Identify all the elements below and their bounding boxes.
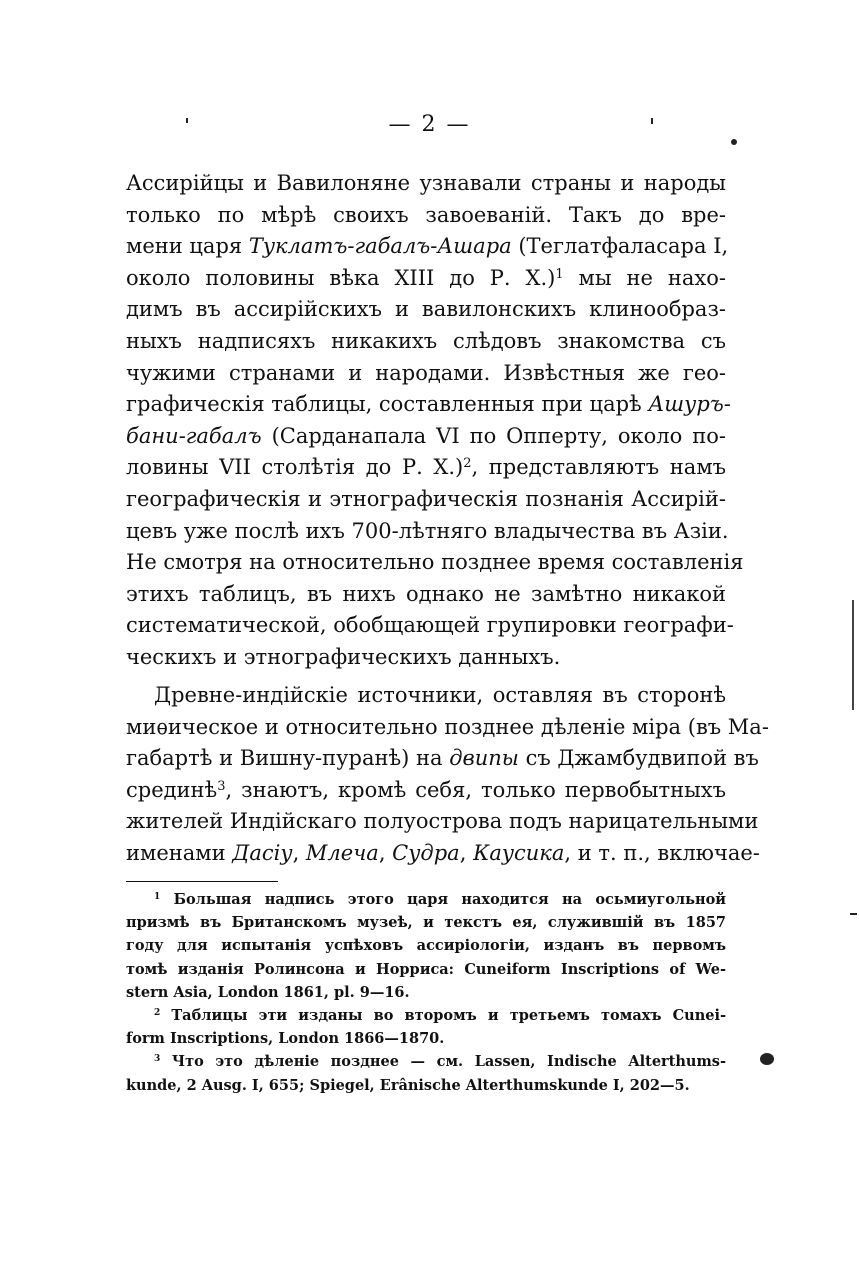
paragraph-2 bbox=[126, 680, 769, 870]
text-line bbox=[126, 421, 726, 453]
text-line: цевъ уже послѣ ихъ 700-лѣтняго владычества въ Азіи. bbox=[126, 518, 729, 543]
footnotes bbox=[126, 888, 726, 1097]
text-line: димъ въ ассирійскихъ и вавилонскихъ клинообраз- bbox=[126, 297, 726, 322]
text-run: около половины вѣка XIII до Р. Х.) bbox=[126, 265, 556, 290]
text-run: , знаютъ, кромѣ себя, только первобытныхъ bbox=[225, 777, 726, 802]
text-line bbox=[126, 231, 729, 263]
page-number: — 2 — bbox=[388, 112, 471, 137]
scan-speck bbox=[731, 139, 737, 145]
text-run: мени царя bbox=[126, 234, 249, 259]
text-run: Что это дѣленіе позднее — см. Lassen, Indische Alterthums- bbox=[160, 1053, 726, 1071]
scan-mark bbox=[651, 118, 653, 124]
text-line bbox=[126, 452, 726, 484]
footnote-ref: 1 bbox=[555, 266, 564, 282]
scan-mark bbox=[186, 118, 188, 123]
footnote-2-line: form Inscriptions, London 1866—1870. bbox=[126, 1030, 445, 1048]
text-run: , bbox=[459, 840, 474, 865]
text-line bbox=[126, 743, 759, 775]
footnote-1-line: призмѣ въ Британскомъ музеѣ, и текстъ ея, служившій въ 1857 bbox=[126, 914, 726, 932]
text-line: миѳическое и относительно позднее дѣленіе міра (въ Ма- bbox=[126, 714, 769, 739]
text-run: , bbox=[378, 840, 393, 865]
text-run: ловины VII столѣтія до Р. Х.) bbox=[126, 455, 464, 480]
text-run: (Сарданапала VI по Опперту, около по- bbox=[261, 423, 726, 448]
italic-name: Ашуръ- bbox=[648, 392, 731, 417]
text-run: Большая надпись этого царя находится на осьмиугольной bbox=[160, 891, 726, 908]
italic-name: Млеча bbox=[305, 840, 379, 865]
scan-speck bbox=[760, 1053, 774, 1065]
text-run: (Теглатфаласара I, bbox=[511, 234, 729, 259]
text-line bbox=[126, 263, 726, 295]
italic-name: бани-габалъ bbox=[126, 423, 262, 448]
text-line: Ассирійцы и Вавилоняне узнавали страны и народы bbox=[126, 171, 726, 195]
paragraph-1 bbox=[126, 168, 744, 674]
text-run: мы не нахо- bbox=[563, 265, 726, 290]
text-run: именами bbox=[126, 840, 233, 865]
text-run: съ Джамбудвипой въ bbox=[518, 746, 759, 771]
footnote-2-line bbox=[126, 1004, 726, 1027]
page-edge-mark bbox=[852, 600, 854, 710]
text-run: срединѣ bbox=[126, 777, 218, 802]
text-line: географическія и этнографическія познанія Ассирій- bbox=[126, 486, 726, 511]
text-line: жителей Индійскаго полуострова подъ нарицательными bbox=[126, 809, 759, 834]
footnote-1-line: томѣ изданія Ролинсона и Норриса: Cuneiform Inscriptions of We- bbox=[126, 960, 726, 978]
footnote-marker: 2 bbox=[154, 1008, 161, 1018]
footnote-marker: 1 bbox=[154, 892, 161, 903]
footnote-marker: 3 bbox=[154, 1054, 161, 1065]
text-line bbox=[126, 838, 760, 870]
text-run: графическія таблицы, составленныя при царѣ bbox=[126, 392, 649, 417]
footnote-3-line bbox=[126, 1050, 726, 1073]
italic-name: Судра bbox=[392, 840, 460, 865]
text-run: , bbox=[292, 840, 306, 865]
text-line: чужими странами и народами. Извѣстныя же гео- bbox=[126, 360, 726, 385]
italic-name: Каусика bbox=[473, 840, 565, 865]
footnote-ref: 2 bbox=[463, 456, 472, 472]
text-line: Древне-индійскіе источники, оставляя въ сторонѣ bbox=[154, 683, 726, 707]
text-line bbox=[126, 389, 731, 421]
text-line: ныхъ надписяхъ никакихъ слѣдовъ знакомства съ bbox=[126, 328, 726, 353]
text-line: Не смотря на относительно позднее время составленія bbox=[126, 550, 744, 575]
text-run: , и т. п., включае- bbox=[564, 840, 760, 865]
scan-mark bbox=[850, 913, 857, 915]
text-line: ческихъ и этнографическихъ данныхъ. bbox=[126, 644, 561, 669]
footnote-rule bbox=[126, 881, 278, 882]
text-line: систематической, обобщающей групировки географи- bbox=[126, 613, 734, 638]
footnote-ref: 3 bbox=[217, 778, 226, 794]
text-run: , представляютъ намъ bbox=[471, 455, 727, 480]
text-line: только по мѣрѣ своихъ завоеваній. Такъ до вре- bbox=[126, 202, 726, 227]
text-run: габартѣ и Вишну-пуранѣ) на bbox=[126, 746, 450, 771]
footnote-1-line: stern Asia, London 1861, pl. 9—16. bbox=[126, 983, 410, 1001]
italic-term: двипы bbox=[449, 746, 519, 771]
italic-name: Туклатъ-габалъ-Ашара bbox=[248, 234, 512, 259]
text-run: Таблицы эти изданы во второмъ и третьемъ томахъ Cunei- bbox=[160, 1006, 726, 1024]
text-line bbox=[126, 775, 726, 807]
text-line: этихъ таблицъ, въ нихъ однако не замѣтно никакой bbox=[126, 581, 726, 606]
footnote-1-line: году для испытанія успѣховъ ассиріологіи, изданъ въ первомъ bbox=[126, 937, 726, 955]
footnote-3-line: kunde, 2 Ausg. I, 655; Spiegel, Erânische Alterthumskunde I, 202—5. bbox=[126, 1076, 690, 1094]
footnote-1-line bbox=[126, 888, 726, 911]
italic-name: Дасіу bbox=[232, 840, 293, 865]
